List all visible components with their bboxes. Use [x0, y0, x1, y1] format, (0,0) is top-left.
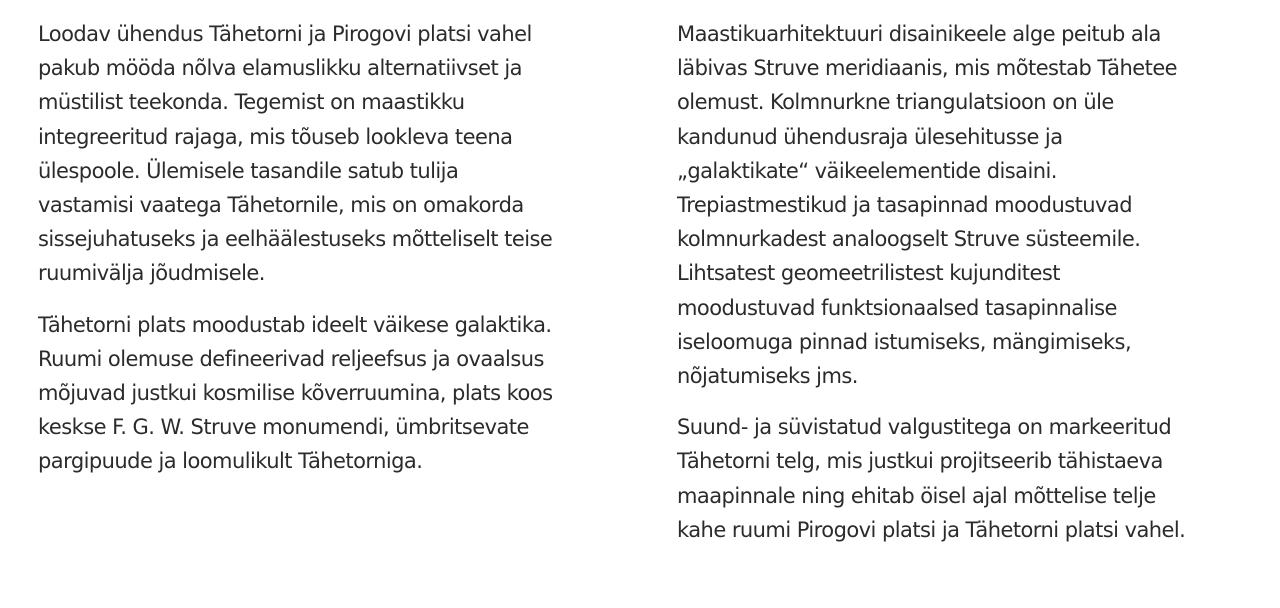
left-paragraph-observatory-square: Tähetorni plats moodustab ideelt väikese galaktika. Ruumi olemuse defineerivad reljeefsus ja ovaalsus mõjuvad justkui kosmilise kõverruumina, plats koos keskse F. G. W. Struve monumendi, ümbritsevate pargipuude ja loomulikult Tähetorniga.	[38, 312, 553, 474]
left-paragraph-connection: Loodav ühendus Tähetorni ja Pirogovi platsi vahel pakub mööda nõlva elamuslikku alternatiivset ja müstilist teekonda. Tegemist on maastikku integreeritud rajaga, mis tõuseb lookleva teena ülespoole. Ülemisele tasandile satub tulija vastamisi vaatega Tähetornile, mis on omakorda sissejuhatuseks ja eelhäälestuseks mõtteliselt teise ruumivälja jõudmisele.	[38, 22, 553, 286]
right-paragraph-lighting-axis: Suund- ja süvistatud valgustitega on markeeritud Tähetorni telg, mis justkui projitseerib tähistaeva maapinnale ning ehitab öisel ajal mõttelise telje kahe ruumi Pirogovi platsi ja Tähetorni platsi vahel.	[677, 415, 1186, 542]
left-text-column	[38, 17, 638, 496]
right-paragraph-design-language: Maastikuarhitektuuri disainikeele alge peitub ala läbivas Struve meridiaanis, mis mõtestab Tähetee olemust. Kolmnurkne triangulatsioon on üle kandunud ühendusraja ülesehitusse ja „galaktikate“ väikeelementide disaini. Trepiastmestikud ja tasapinnad moodustuvad kolmnurkadest analoogselt Struve süsteemile. Lihtsatest geomeetrilistest kujunditest moodustuvad funktsionaalsed tasapinnalise iseloomuga pinnad istumiseks, mängimiseks, nõjatumiseks jms.	[677, 22, 1178, 389]
right-text-column	[677, 17, 1277, 564]
